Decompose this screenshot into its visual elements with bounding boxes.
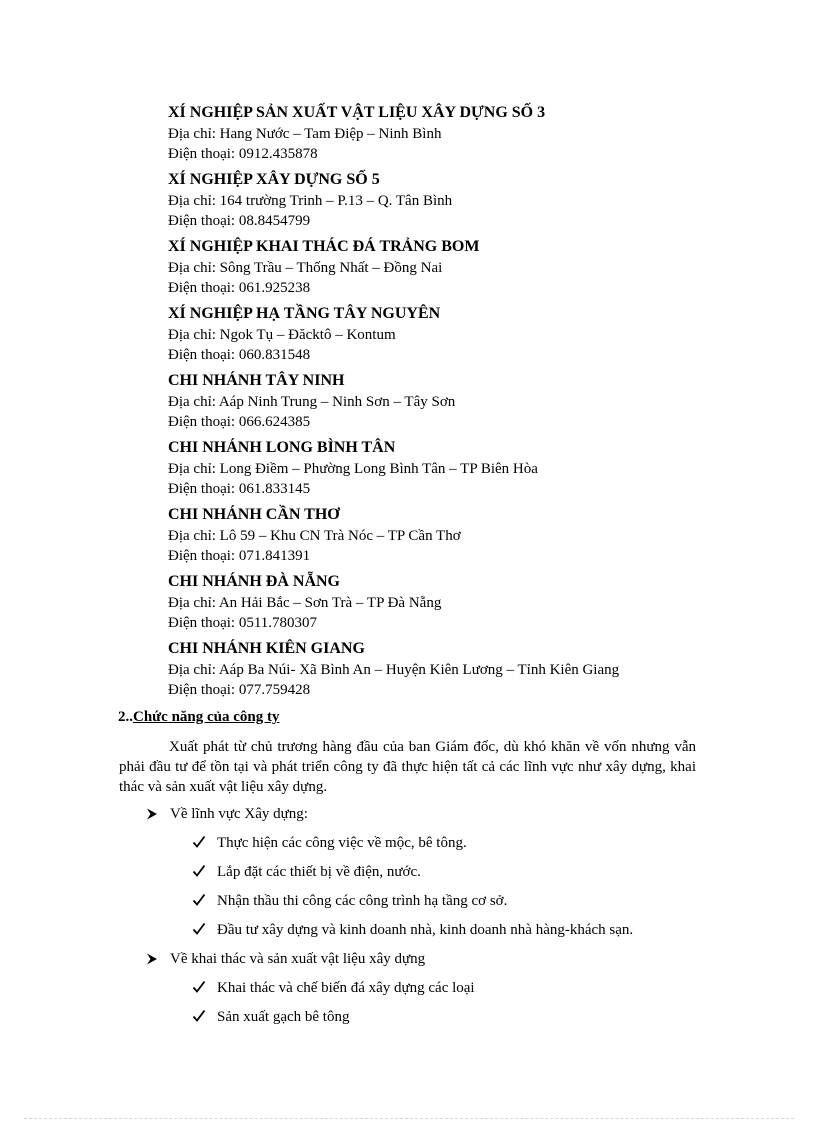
branch-name: CHI NHÁNH ĐÀ NẴNG [168, 573, 340, 590]
checkmark-icon [192, 864, 206, 878]
branch-name: CHI NHÁNH LONG BÌNH TÂN [168, 439, 396, 456]
branch-address: Địa chỉ: Aáp Ba Núi- Xã Bình An – Huyện Kiên Lương – Tỉnh Kiên Giang [168, 662, 620, 678]
list-item-text: Thực hiện các công việc về mộc, bê tông. [217, 835, 467, 851]
checkmark-icon [192, 980, 206, 994]
checkmark-icon [192, 1009, 206, 1023]
branch-phone: Điện thoại: 08.8454799 [168, 213, 311, 229]
list-item [146, 862, 706, 891]
branch-address: Địa chỉ: Hang Nước – Tam Điệp – Ninh Bình [168, 126, 442, 142]
branch-phone: Điện thoại: 061.833145 [168, 481, 311, 497]
branch-entry [168, 505, 728, 566]
branch-name: XÍ NGHIỆP HẠ TẦNG TÂY NGUYÊN [168, 305, 441, 322]
branch-list [168, 103, 728, 706]
list-item-text: Lắp đặt các thiết bị về điện, nước. [217, 864, 421, 880]
branch-name: CHI NHÁNH KIÊN GIANG [168, 640, 365, 657]
list-item [146, 1007, 706, 1036]
branch-phone: Điện thoại: 066.624385 [168, 414, 311, 430]
branch-name: XÍ NGHIỆP SẢN XUẤT VẬT LIỆU XÂY DỰNG SỐ 3 [168, 104, 546, 121]
branch-entry [168, 170, 728, 231]
list-item [146, 833, 706, 862]
section-title: Chức năng của công ty [133, 709, 280, 725]
branch-entry [168, 237, 728, 298]
list-item [146, 978, 706, 1007]
branch-entry [168, 304, 728, 365]
group-label: Về khai thác và sản xuất vật liệu xây dựng [170, 951, 426, 967]
arrowhead-icon [146, 808, 158, 820]
checkmark-icon [192, 893, 206, 907]
branch-phone: Điện thoại: 0912.435878 [168, 146, 318, 162]
group-heading [146, 949, 706, 978]
list-item [146, 891, 706, 920]
list-item-text: Nhận thầu thi công các công trình hạ tầng cơ sở. [217, 893, 508, 909]
group-label: Về lĩnh vực Xây dựng: [170, 806, 308, 822]
branch-address: Địa chỉ: Lô 59 – Khu CN Trà Nóc – TP Cần Thơ [168, 528, 461, 544]
branch-phone: Điện thoại: 077.759428 [168, 682, 311, 698]
branch-address: Địa chỉ: 164 trường Trinh – P.13 – Q. Tân Bình [168, 193, 453, 209]
function-list [146, 804, 706, 1036]
intro-paragraph: Xuất phát từ chủ trương hàng đầu của ban Giám đốc, dù khó khăn về vốn nhưng vẫn phải đầu tư để tồn tại và phát triển công ty đã thực hiện tất cả các lĩnh vực như xây dựng, khai thác và sản xuất vật liệu xây dựng. [119, 739, 696, 795]
checkmark-icon [192, 922, 206, 936]
branch-address: Địa chỉ: Long Điềm – Phường Long Bình Tân – TP Biên Hòa [168, 461, 538, 477]
branch-address: Địa chỉ: Aáp Ninh Trung – Ninh Sơn – Tây Sơn [168, 394, 456, 410]
branch-name: XÍ NGHIỆP KHAI THÁC ĐÁ TRẢNG BOM [168, 238, 480, 255]
list-item-text: Sản xuất gạch bê tông [217, 1009, 350, 1025]
branch-phone: Điện thoại: 0511.780307 [168, 615, 318, 631]
branch-name: CHI NHÁNH CẦN THƠ [168, 506, 340, 523]
branch-address: Địa chỉ: Ngok Tụ – Đăcktô – Kontum [168, 327, 396, 343]
branch-entry [168, 572, 728, 633]
branch-entry [168, 639, 728, 700]
branch-entry [168, 103, 728, 164]
checkmark-icon [192, 835, 206, 849]
branch-entry [168, 438, 728, 499]
branch-address: Địa chỉ: An Hải Bắc – Sơn Trà – TP Đà Nẵng [168, 595, 442, 611]
branch-name: CHI NHÁNH TÂY NINH [168, 372, 345, 389]
branch-phone: Điện thoại: 071.841391 [168, 548, 311, 564]
branch-name: XÍ NGHIỆP XÂY DỰNG SỐ 5 [168, 171, 380, 188]
list-item [146, 920, 706, 949]
list-item-text: Đầu tư xây dựng và kinh doanh nhà, kinh doanh nhà hàng-khách sạn. [217, 922, 634, 938]
section-heading [118, 709, 280, 726]
branch-address: Địa chỉ: Sông Trầu – Thống Nhất – Đồng Nai [168, 260, 443, 276]
branch-phone: Điện thoại: 061.925238 [168, 280, 311, 296]
section-number: 2.. [118, 709, 133, 725]
group-heading [146, 804, 706, 833]
branch-entry [168, 371, 728, 432]
branch-phone: Điện thoại: 060.831548 [168, 347, 311, 363]
arrowhead-icon [146, 953, 158, 965]
list-item-text: Khai thác và chế biến đá xây dựng các loại [217, 980, 475, 996]
page-bottom-rule [24, 1118, 794, 1119]
